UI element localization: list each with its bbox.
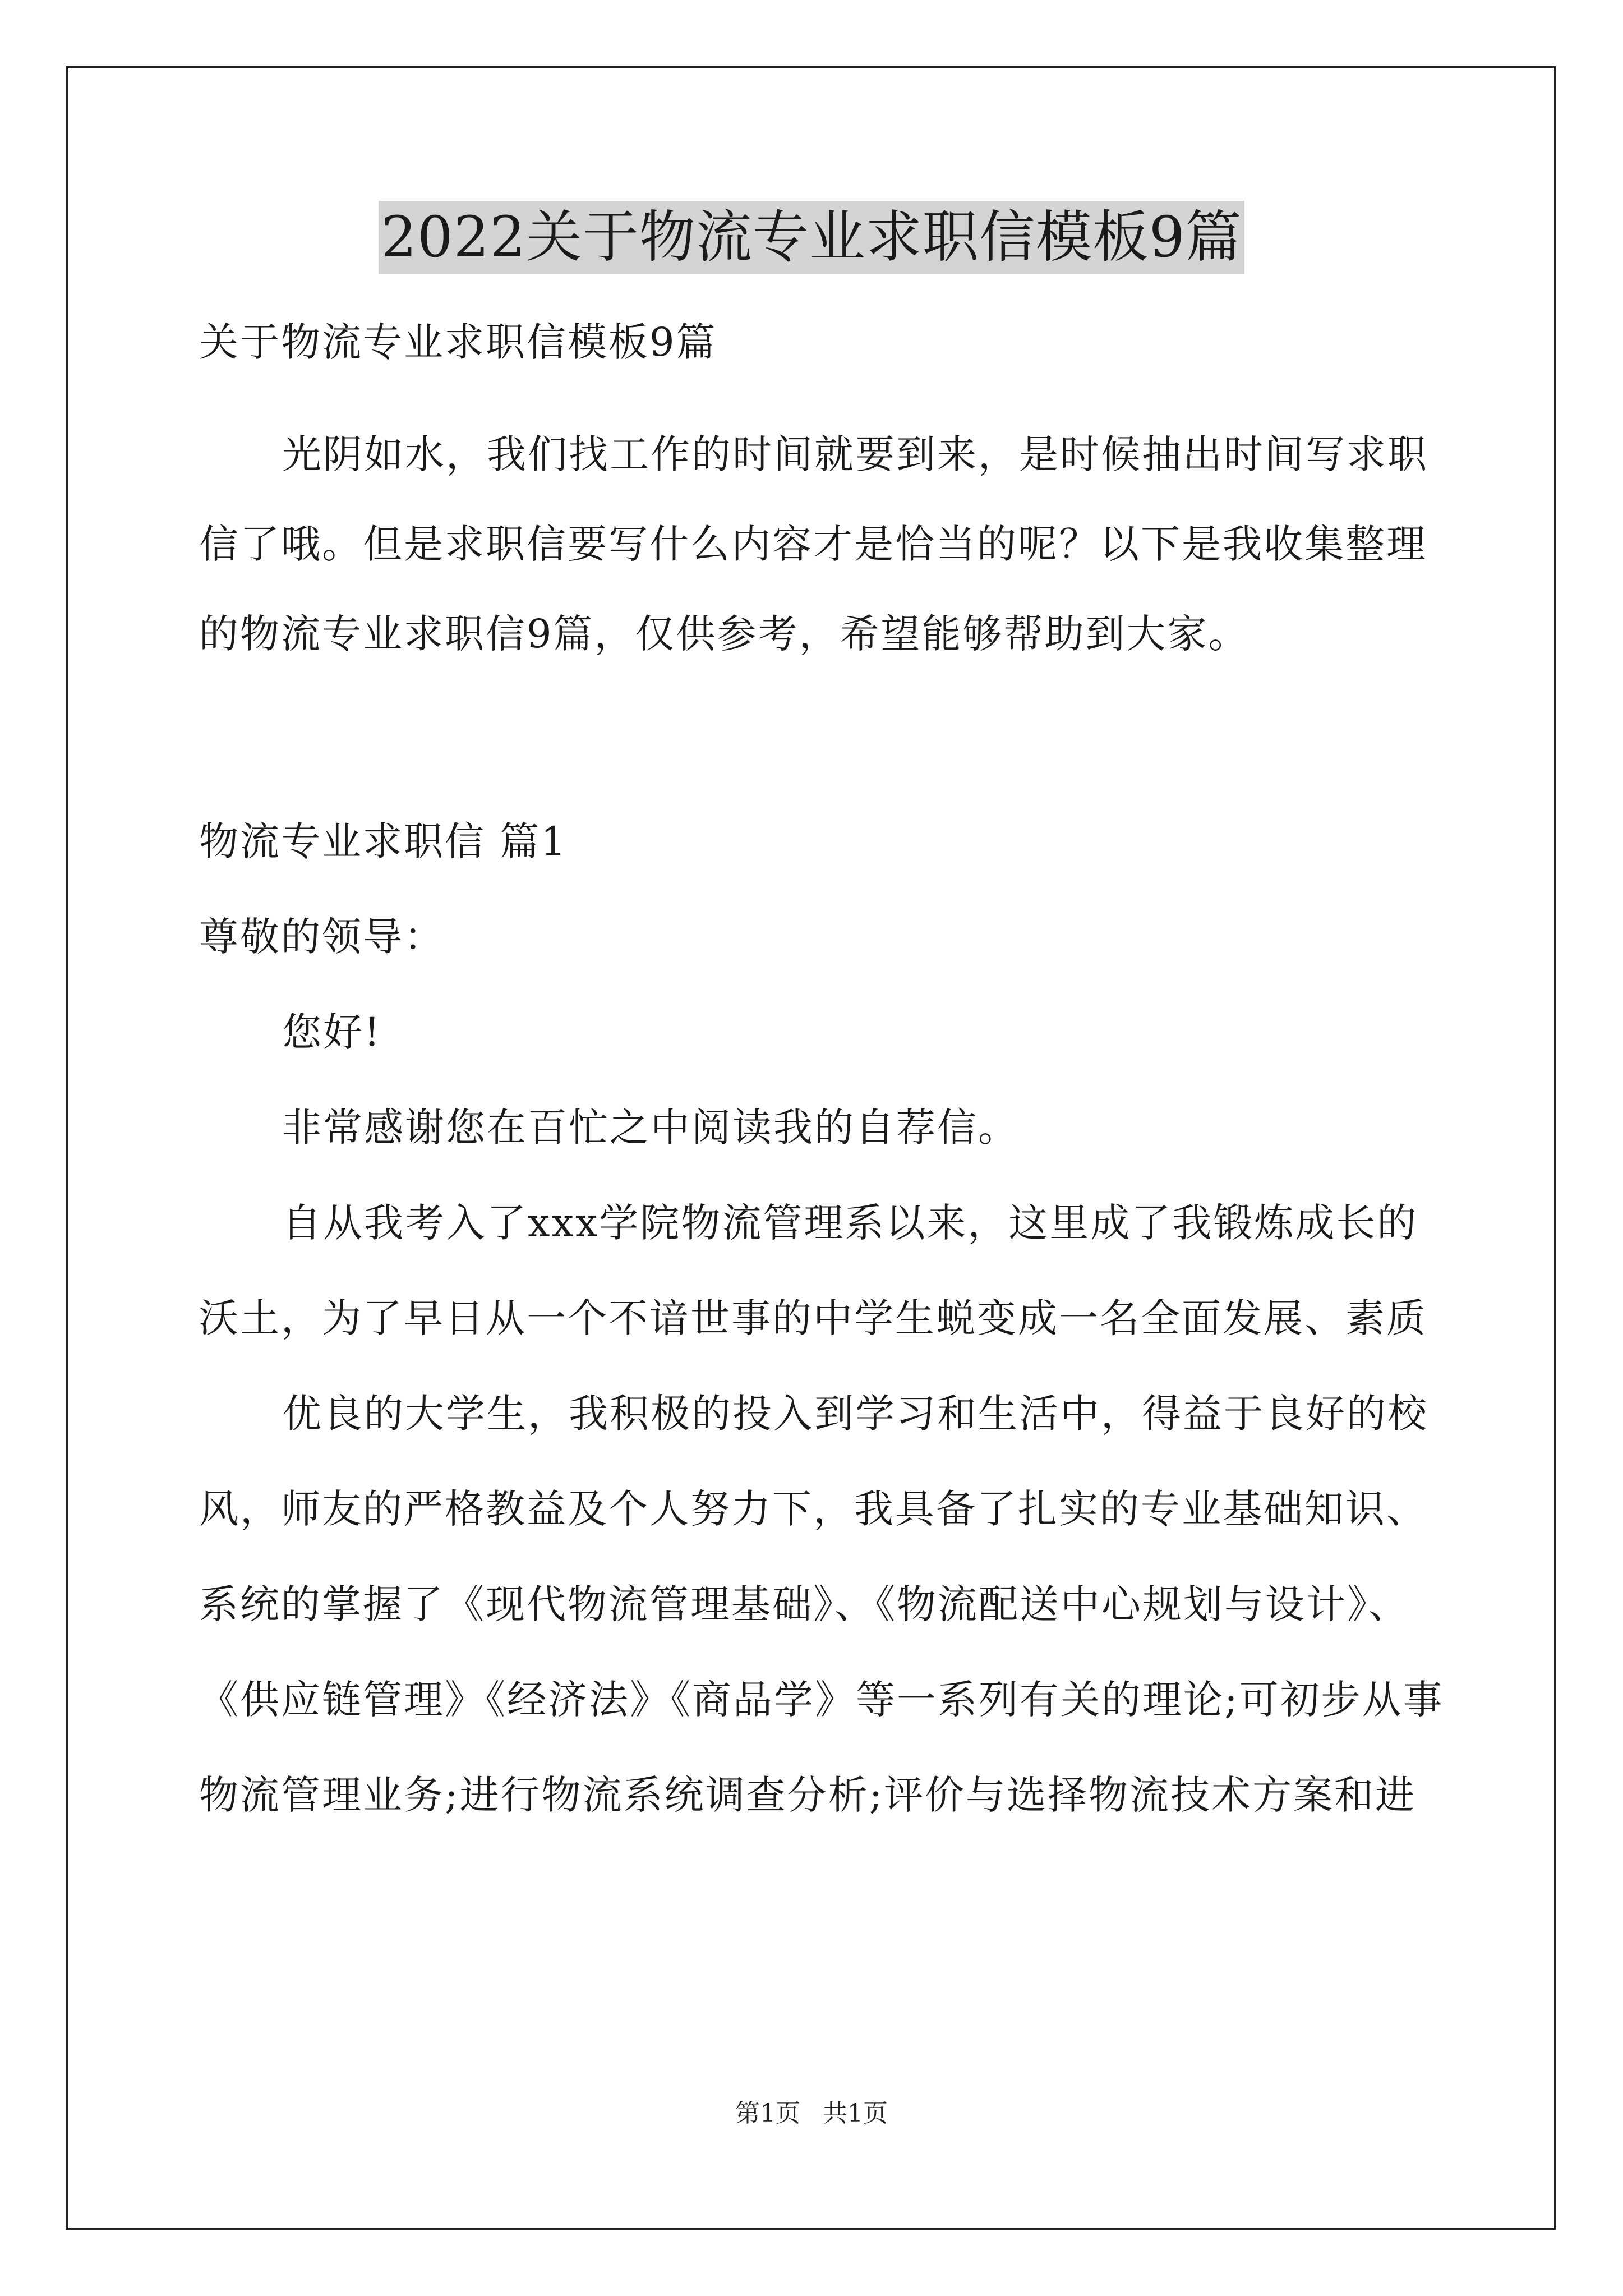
salutation: 尊敬的领导： bbox=[199, 914, 445, 960]
paragraph-line: 自从我考入了xxx学院物流管理系以来，这里成了我锻炼成长的 bbox=[282, 1200, 1418, 1246]
title-container bbox=[0, 201, 1623, 274]
paragraph-line: 优良的大学生，我积极的投入到学习和生活中，得益于良好的校 bbox=[282, 1391, 1428, 1437]
greeting: 您好! bbox=[282, 1009, 382, 1055]
page-total: 共1页 bbox=[823, 2099, 888, 2128]
intro-line: 光阴如水，我们找工作的时间就要到来，是时候抽出时间写求职 bbox=[282, 431, 1428, 477]
intro-line: 的物流专业求职信9篇，仅供参考，希望能够帮助到大家。 bbox=[199, 611, 1249, 657]
document-body bbox=[199, 314, 1444, 1823]
intro-line: 信了哦。但是求职信要写什么内容才是恰当的呢？以下是我收集整理 bbox=[199, 521, 1427, 567]
subtitle: 关于物流专业求职信模板9篇 bbox=[199, 319, 717, 365]
paragraph-line: 《供应链管理》《经济法》《商品学》等一系列有关的理论;可初步从事 bbox=[199, 1677, 1444, 1723]
page-footer bbox=[0, 2097, 1623, 2131]
paragraph-line: 物流管理业务;进行物流系统调查分析;评价与选择物流技术方案和进 bbox=[199, 1772, 1417, 1818]
paragraph-line: 沃土，为了早日从一个不谙世事的中学生蜕变成一名全面发展、素质 bbox=[199, 1295, 1427, 1341]
paragraph-line: 系统的掌握了《现代物流管理基础》、《物流配送中心规划与设计》、 bbox=[199, 1581, 1409, 1627]
section-heading: 物流专业求职信 篇1 bbox=[199, 818, 568, 864]
paragraph-line: 非常感谢您在百忙之中阅读我的自荐信。 bbox=[282, 1105, 1019, 1151]
paragraph-line: 风，师友的严格教益及个人努力下，我具备了扎实的专业基础知识、 bbox=[199, 1486, 1427, 1532]
page-number: 第1页 bbox=[735, 2099, 800, 2128]
document-title: 2022关于物流专业求职信模板9篇 bbox=[379, 201, 1244, 274]
